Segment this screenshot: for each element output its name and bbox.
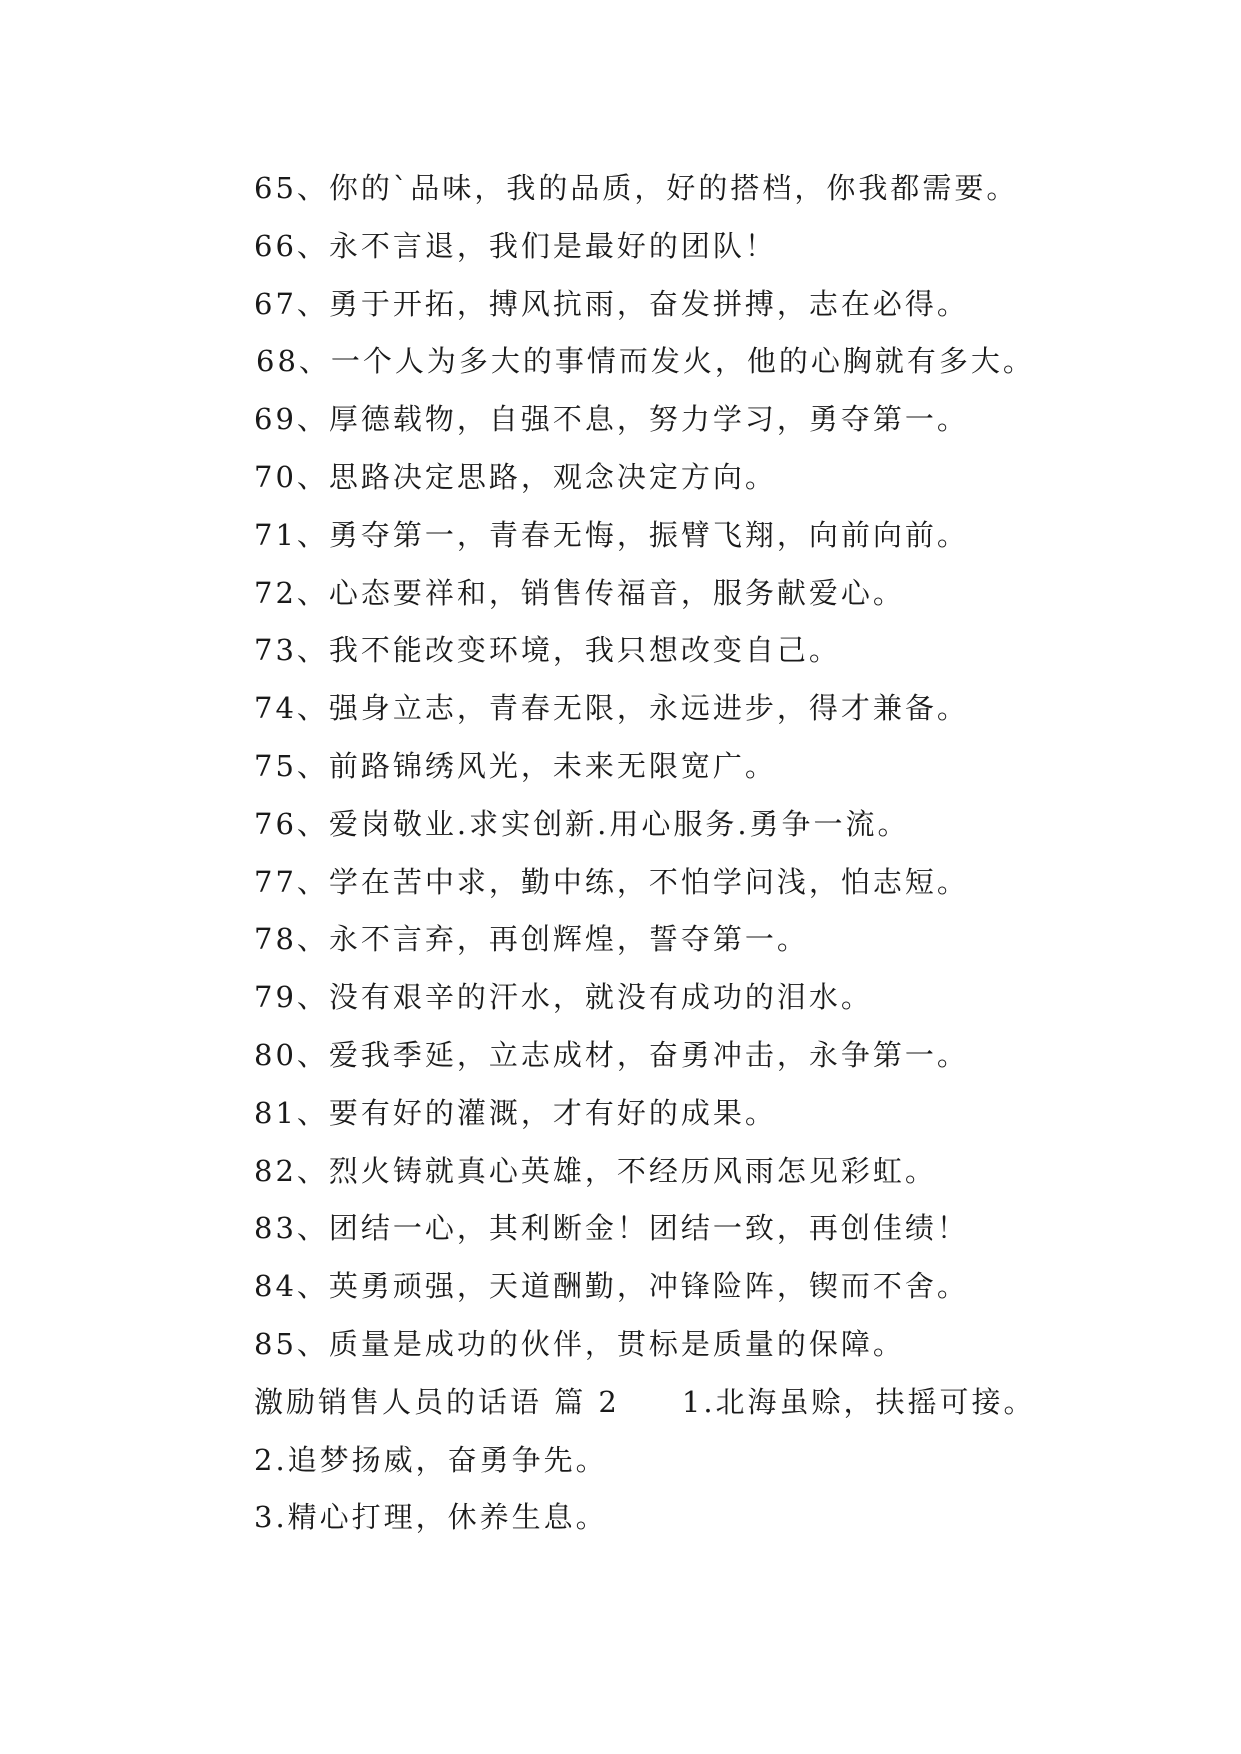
text-line-85: 85、质量是成功的伙伴，贯标是质量的保障。 — [254, 1326, 905, 1361]
text-line-69: 69、厚德载物，自强不息，努力学习，勇夺第一。 — [254, 402, 969, 437]
text-line-75: 75、前路锦绣风光，未来无限宽广。 — [254, 748, 777, 783]
text-line-68: 68、一个人为多大的事情而发火，他的心胸就有多大。 — [256, 344, 1035, 379]
text-line-65: 65、你的`品味，我的品质，好的搭档，你我都需要。 — [254, 171, 1019, 205]
text-line-79: 79、没有艰辛的汗水，就没有成功的泪水。 — [254, 980, 873, 1015]
text-line-77: 77、学在苦中求，勤中练，不怕学问浅，怕志短。 — [254, 864, 969, 899]
text-line-78: 78、永不言弃，再创辉煌，誓夺第一。 — [254, 922, 809, 957]
section-item-2: 2.追梦扬威，奋勇争先。 — [254, 1442, 608, 1477]
section-heading: 激励销售人员的话语 篇 2 — [254, 1384, 620, 1419]
text-line-83: 83、团结一心，其利断金！团结一致，再创佳绩！ — [254, 1211, 969, 1246]
text-line-71: 71、勇夺第一，青春无悔，振臂飞翔，向前向前。 — [254, 517, 969, 552]
text-line-82: 82、烈火铸就真心英雄，不经历风雨怎见彩虹。 — [254, 1153, 937, 1188]
text-line-67: 67、勇于开拓，搏风抗雨，奋发拼搏，志在必得。 — [254, 286, 969, 321]
text-lines — [254, 160, 1154, 1547]
text-line-66: 66、永不言退，我们是最好的团队！ — [254, 228, 777, 263]
section-heading-line — [254, 1374, 1154, 1432]
text-line-70: 70、思路决定思路，观念决定方向。 — [254, 459, 777, 494]
section-item-3: 3.精心打理，休养生息。 — [254, 1500, 608, 1535]
text-line-81: 81、要有好的灌溉，才有好的成果。 — [254, 1095, 777, 1130]
text-line-80: 80、爱我季延，立志成材，奋勇冲击，永争第一。 — [254, 1037, 969, 1072]
text-line-84: 84、英勇顽强，天道酬勤，冲锋险阵，锲而不舍。 — [254, 1269, 969, 1304]
text-line-72: 72、心态要祥和，销售传福音，服务献爱心。 — [254, 575, 905, 610]
text-line-73: 73、我不能改变环境，我只想改变自己。 — [254, 633, 841, 668]
text-line-74: 74、强身立志，青春无限，永远进步，得才兼备。 — [254, 691, 969, 726]
text-line-76: 76、爱岗敬业.求实创新.用心服务.勇争一流。 — [254, 806, 910, 841]
section-item-1: 1.北海虽赊，扶摇可接。 — [681, 1384, 1036, 1419]
